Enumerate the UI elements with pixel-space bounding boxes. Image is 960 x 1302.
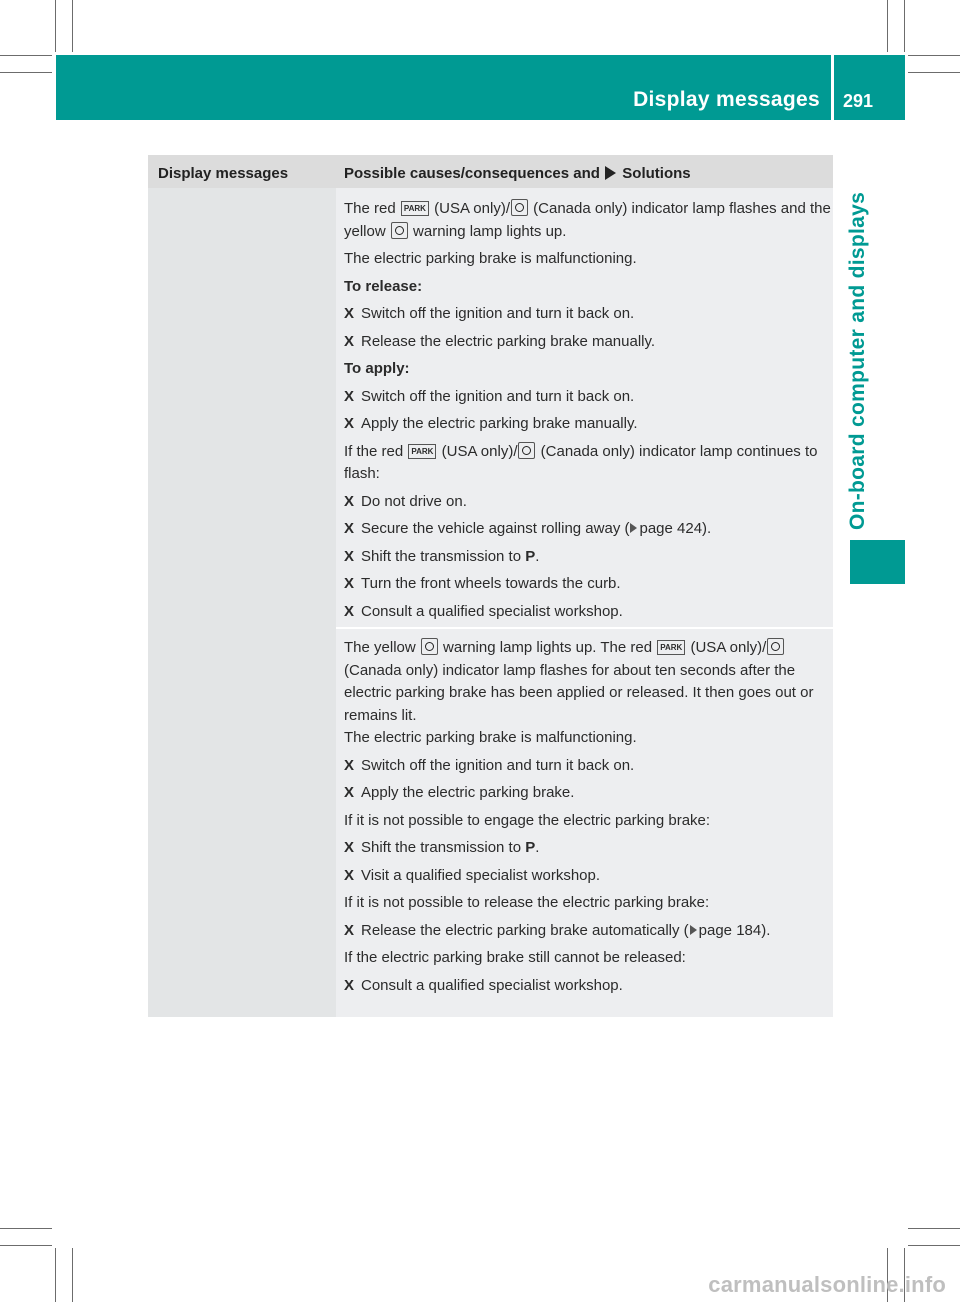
page-number: 291 [843,91,874,111]
solution-block-2 [344,637,834,997]
text: warning lamp lights up. The red [443,639,653,656]
step-marker-icon: X [344,387,355,405]
step-marker-icon: X [344,547,355,565]
column-header-display-messages: Display messages [158,165,289,182]
table-header [148,155,833,188]
text: To release: [344,277,423,295]
text: warning lamp lights up. [413,222,567,240]
column-header-suffix: Solutions [622,165,691,182]
text: Apply the electric parking brake. [361,784,575,801]
crop-mark [55,1248,56,1302]
row-divider [336,627,833,629]
arrow-right-icon [605,166,616,180]
paragraph: If it is not possible to engage the electric parking brake: [344,811,711,829]
step-marker-icon: X [344,305,355,322]
text: Apply the electric parking brake manually. [361,415,638,432]
instruction-step [344,331,834,354]
instruction-step [344,573,834,596]
column-header-prefix: Possible causes/consequences and [344,165,600,182]
paragraph: If the electric parking brake still cannot be released: [344,949,686,966]
text: Shift the transmission to [361,839,522,856]
instruction-step: X Shift the transmission to P. [344,837,834,860]
column-header-solutions [344,165,691,182]
side-section-text: On-board computer and displays [846,191,869,530]
crop-mark [887,0,888,52]
step-marker-icon: X [344,520,355,537]
step-marker-icon: X [344,575,355,592]
header-divider [831,55,834,120]
text: (USA only)/ [441,442,518,460]
step-marker-icon: X [344,415,355,432]
crop-mark [908,72,960,73]
instruction-step [344,491,834,514]
text: Switch off the ignition and turn it back on. [361,756,635,774]
crop-mark [908,1245,960,1246]
subheading-release [344,276,834,299]
crop-mark [908,55,960,56]
text: Secure the vehicle against rolling away ( [361,520,630,537]
park-indicator-icon: PARK [401,201,429,216]
crop-mark [908,1228,960,1229]
gear-position: P [525,547,536,565]
instruction-step [344,865,834,888]
text: Turn the front wheels towards the curb. [361,575,621,592]
page-reference-icon [630,523,637,533]
crop-mark [0,55,52,56]
paragraph: The electric parking brake is malfunctioning. [344,250,637,267]
instruction-step [344,413,834,436]
step-marker-icon: X [344,756,355,774]
crop-mark [0,72,52,73]
subheading-apply [344,358,834,381]
text: (USA only)/ [690,639,767,656]
step-marker-icon: X [344,839,355,856]
text: If the red [344,442,404,460]
paragraph [344,637,834,727]
text: The yellow [344,639,416,656]
paragraph: If it is not possible to release the electric parking brake: [344,894,710,911]
instruction-step: X Shift the transmission to P. [344,546,834,569]
park-indicator-icon: PARK [408,444,436,459]
instruction-step [344,518,834,541]
page-reference-link[interactable]: page 184). [698,921,771,939]
text: (Canada only) indicator lamp continues to flash: [344,442,818,482]
paragraph [344,441,834,486]
text: (Canada only) indicator lamp flashes for about ten seconds after the electric parking brake has been applied or released. It then goes out or remains lit. [344,661,814,724]
brake-warning-lamp-icon [518,442,535,459]
instruction-step [344,782,834,805]
crop-mark [72,0,73,52]
text: (Canada only) indicator lamp flashes and the yellow [344,200,831,240]
step-marker-icon: X [344,602,355,620]
step-marker-icon: X [344,921,355,939]
text: (USA only)/ [434,200,510,217]
crop-mark [0,1245,52,1246]
instruction-step [344,975,834,998]
instruction-step [344,601,834,624]
text: Release the electric parking brake manually. [361,332,656,350]
brake-warning-lamp-icon [511,199,528,216]
text: Shift the transmission to [361,547,522,565]
text: Consult a qualified specialist workshop. [361,976,623,994]
page-reference-link[interactable]: page 424). [639,520,712,537]
crop-mark [904,0,905,52]
instruction-step [344,303,834,326]
paragraph: The electric parking brake is malfunctioning. [344,729,637,746]
side-thumb-tab [850,540,905,584]
text: The red [344,200,396,217]
brake-warning-lamp-icon [421,638,438,655]
text: Consult a qualified specialist workshop. [361,602,623,620]
step-marker-icon: X [344,976,355,994]
brake-warning-lamp-icon [767,638,784,655]
brake-warning-lamp-icon [391,222,408,239]
page-title: Display messages [633,88,820,111]
text: Switch off the ignition and turn it back on. [361,387,635,405]
paragraph [344,198,834,243]
instruction-step [344,920,834,943]
instruction-step [344,386,834,409]
text: Visit a qualified specialist workshop. [361,866,601,884]
step-marker-icon: X [344,492,355,510]
step-marker-icon: X [344,332,355,350]
park-indicator-icon: PARK [657,640,685,655]
text: Do not drive on. [361,492,467,510]
gear-position: P [525,839,536,856]
crop-mark [72,1248,73,1302]
page-reference-icon [690,925,697,935]
instruction-step [344,755,834,778]
watermark: carmanualsonline.info [708,1272,946,1297]
text: To apply: [344,360,410,377]
display-message-cell [148,188,336,1017]
crop-mark [55,0,56,52]
step-marker-icon: X [344,784,355,801]
text: Release the electric parking brake automatically ( [361,921,689,939]
solution-block-1 [344,198,834,623]
crop-mark [0,1228,52,1229]
step-marker-icon: X [344,866,355,884]
text: Switch off the ignition and turn it back on. [361,305,635,322]
